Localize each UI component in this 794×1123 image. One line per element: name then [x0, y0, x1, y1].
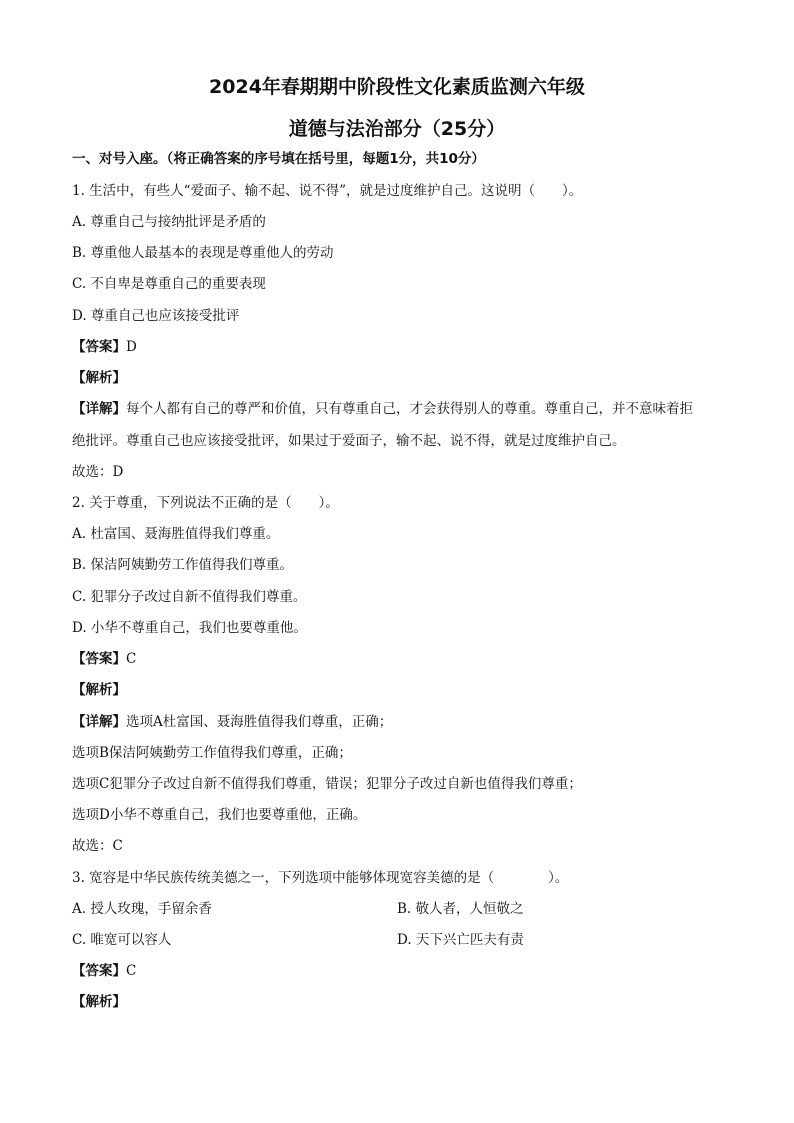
question-2-stem: 2. 关于尊重，下列说法不正确的是（ ）。 — [72, 495, 339, 511]
question-2-option-b: B. 保洁阿姨勤劳工作值得我们尊重。 — [72, 557, 294, 573]
question-1-detail-text-1: 每个人都有自己的尊严和价值，只有尊重自己，才会获得别人的尊重。尊重自己，并不意味着拒 — [126, 401, 693, 417]
question-2-option-c: C. 犯罪分子改过自新不值得我们尊重。 — [72, 589, 307, 605]
question-1-option-c: C. 不自卑是尊重自己的重要表现 — [72, 276, 266, 292]
question-1-answer — [72, 338, 137, 356]
analysis-tag: 【解析】 — [72, 370, 126, 386]
question-1-answer-value: D — [126, 339, 137, 355]
question-3-analysis — [72, 993, 126, 1011]
question-2-analysis — [72, 681, 126, 699]
question-2-choice: 故选：C — [72, 838, 123, 854]
question-2-answer-value: C — [126, 651, 137, 667]
question-3-answer-value: C — [126, 963, 137, 979]
answer-tag: 【答案】 — [72, 339, 126, 355]
question-1-detail-2: 绝批评。尊重自己也应该接受批评，如果过于爱面子，输不起、说不得，就是过度维护自己。 — [72, 433, 626, 449]
question-2-detail-2: 选项B保洁阿姨勤劳工作值得我们尊重，正确； — [72, 745, 352, 761]
question-1-choice: 故选：D — [72, 464, 124, 480]
question-3-option-b: B. 敬人者，人恒敬之 — [397, 901, 524, 917]
question-2-option-a: A. 杜富国、聂海胜值得我们尊重。 — [72, 526, 280, 542]
section-heading: 一、对号入座。（将正确答案的序号填在括号里，每题1分，共10分） — [72, 151, 485, 167]
question-2-detail-4: 选项D小华不尊重自己，我们也要尊重他，正确。 — [72, 807, 367, 823]
detail-tag: 【详解】 — [72, 401, 126, 417]
question-2-answer — [72, 650, 136, 668]
answer-tag: 【答案】 — [72, 651, 126, 667]
question-3-stem: 3. 宽容是中华民族传统美德之一，下列选项中能够体现宽容美德的是（ ）。 — [72, 870, 569, 886]
question-1-detail-1 — [72, 400, 693, 418]
question-1-stem: 1. 生活中，有些人“爱面子、输不起、说不得”，就是过度维护自己。这说明（ ）。 — [72, 183, 583, 199]
analysis-tag: 【解析】 — [72, 994, 126, 1010]
question-3-option-c: C. 唯宽可以容人 — [72, 932, 172, 948]
question-3-answer — [72, 962, 136, 980]
question-3-option-a: A. 授人玫瑰，手留余香 — [72, 901, 212, 917]
question-1-option-d: D. 尊重自己也应该接受批评 — [72, 308, 240, 324]
question-1-option-a: A. 尊重自己与接纳批评是矛盾的 — [72, 214, 266, 230]
question-1-option-b: B. 尊重他人最基本的表现是尊重他人的劳动 — [72, 245, 334, 261]
answer-tag: 【答案】 — [72, 963, 126, 979]
document-subtitle: 道德与法治部分（25分） — [288, 118, 506, 140]
question-2-detail-3: 选项C犯罪分子改过自新不值得我们尊重，错误；犯罪分子改过自新也值得我们尊重； — [72, 776, 582, 792]
question-1-analysis — [72, 369, 126, 387]
detail-tag: 【详解】 — [72, 714, 126, 730]
question-3-option-d: D. 天下兴亡匹夫有责 — [397, 932, 524, 948]
question-2-option-d: D. 小华不尊重自己，我们也要尊重他。 — [72, 620, 307, 636]
question-2-detail-1 — [72, 713, 392, 731]
document-title: 2024年春期期中阶段性文化素质监测六年级 — [209, 76, 585, 98]
question-2-detail-text-1: 选项A杜富国、聂海胜值得我们尊重，正确； — [126, 714, 393, 730]
analysis-tag: 【解析】 — [72, 682, 126, 698]
